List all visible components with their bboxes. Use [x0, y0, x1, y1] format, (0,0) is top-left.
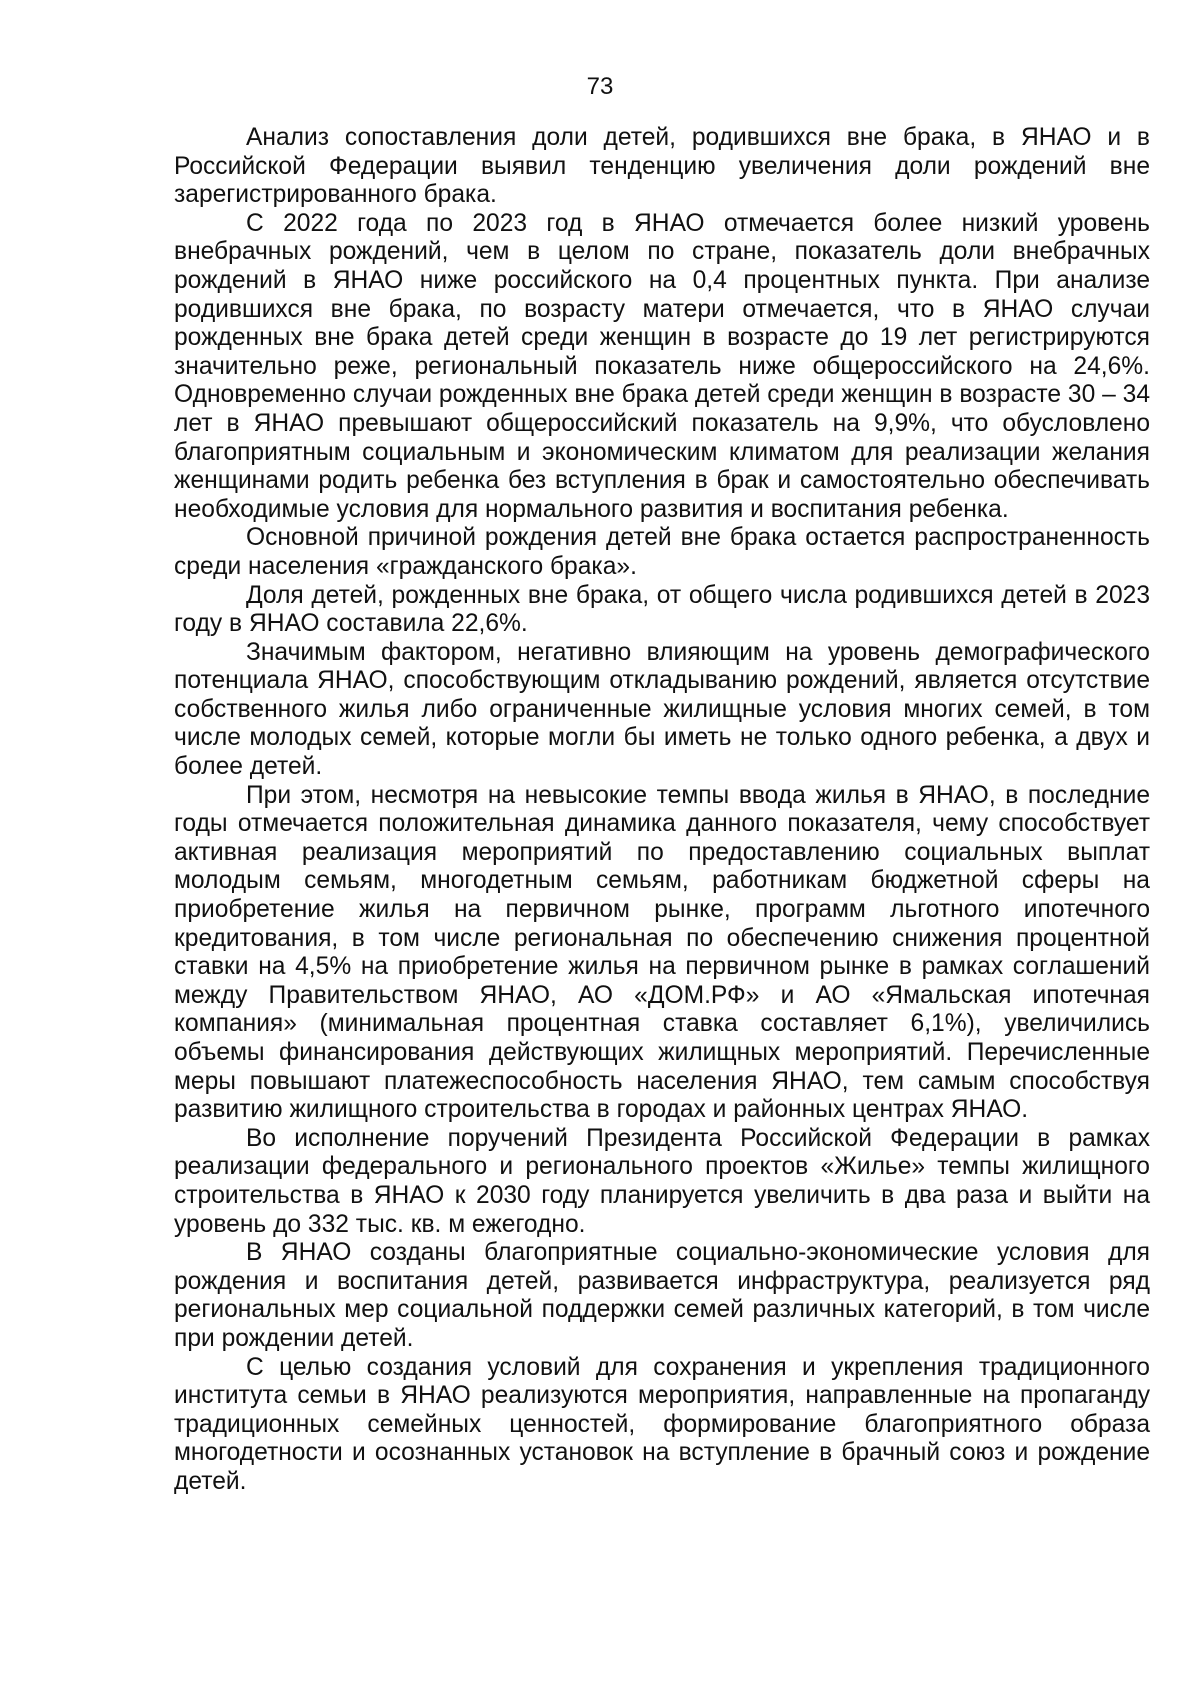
paragraph-8: В ЯНАО созданы благоприятные социально-экономические условия для рождения и воспитания детей, развивается инфраструктура, реализуется ряд региональных мер социальной поддержки семей различных категорий, в том числе при рождении детей. — [174, 1239, 1150, 1352]
document-body — [174, 124, 1150, 1497]
paragraph-4: Доля детей, рожденных вне брака, от общего числа родившихся детей в 2023 году в ЯНАО составила 22,6%. — [174, 581, 1150, 638]
paragraph-6: При этом, несмотря на невысокие темпы ввода жилья в ЯНАО, в последние годы отмечается положительная динамика данного показателя, чему способствует активная реализация мероприятий по предоставлению социальных выплат молодым семьям, многодетным семьям, работникам бюджетной сферы на приобретение жилья на первичном рынке, программ льготного ипотечного кредитования, в том числе региональная по обеспечению снижения процентной ставки на 4,5% на приобретение жилья на первичном рынке в рамках соглашений между Правительством ЯНАО, АО «ДОМ.РФ» и АО «Ямальская ипотечная компания» (минимальная процентная ставка составляет 6,1%), увеличились объемы финансирования действующих жилищных мероприятий. Перечисленные меры повышают платежеспособность населения ЯНАО, тем самым способствуя развитию жилищного строительства в городах и районных центрах ЯНАО. — [174, 781, 1150, 1124]
paragraph-5: Значимым фактором, негативно влияющим на уровень демографического потенциала ЯНАО, способствующим откладыванию рождений, является отсутствие собственного жилья либо ограниченные жилищные условия многих семей, в том числе молодых семей, которые могли бы иметь не только одного ребенка, а двух и более детей. — [174, 638, 1150, 781]
paragraph-2: С 2022 года по 2023 год в ЯНАО отмечается более низкий уровень внебрачных рождений, чем в целом по стране, показатель доли внебрачных рождений в ЯНАО ниже российского на 0,4 процентных пункта. При анализе родившихся вне брака, по возрасту матери отмечается, что в ЯНАО случаи рожденных вне брака детей среди женщин в возрасте до 19 лет регистрируются значительно реже, региональный показатель ниже общероссийского на 24,6%. Одновременно случаи рожденных вне брака детей среди женщин в возрасте 30 – 34 лет в ЯНАО превышают общероссийский показатель на 9,9%, что обусловлено благоприятным социальным и экономическим климатом для реализации желания женщинами родить ребенка без вступления в брак и самостоятельно обеспечивать необходимые условия для нормального развития и воспитания ребенка. — [174, 209, 1150, 523]
paragraph-9: С целью создания условий для сохранения и укрепления традиционного института семьи в ЯНАО реализуются мероприятия, направленные на пропаганду традиционных семейных ценностей, формирование благоприятного образа многодетности и осознанных установок на вступление в брачный союз и рождение детей. — [174, 1353, 1150, 1495]
paragraph-1: Анализ сопоставления доли детей, родившихся вне брака, в ЯНАО и в Российской Федерации выявил тенденцию увеличения доли рождений вне зарегистрированного брака. — [174, 124, 1150, 209]
paragraph-7: Во исполнение поручений Президента Российской Федерации в рамках реализации федерального и регионального проектов «Жилье» темпы жилищного строительства в ЯНАО к 2030 году планируется увеличить в два раза и выйти на уровень до 332 тыс. кв. м ежегодно. — [174, 1124, 1150, 1238]
page-number: 73 — [586, 73, 614, 100]
paragraph-3: Основной причиной рождения детей вне брака остается распространенность среди населения «гражданского брака». — [174, 524, 1150, 580]
